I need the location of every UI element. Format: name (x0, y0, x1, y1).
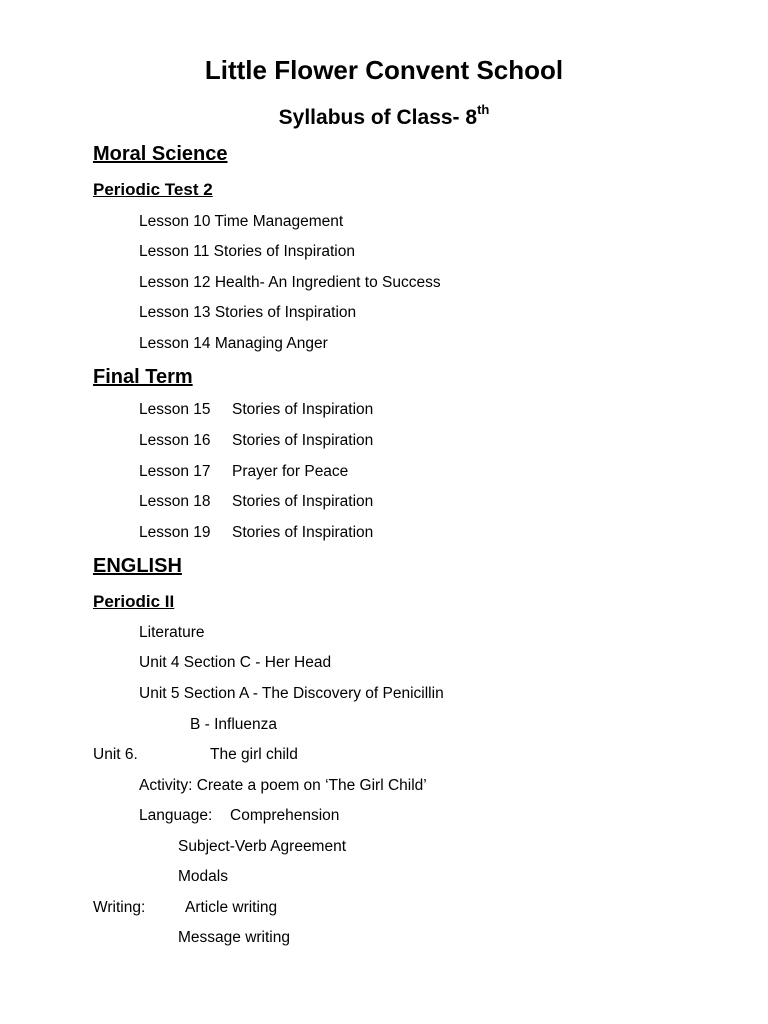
moral-science-heading: Moral Science (93, 143, 228, 165)
language-item: Comprehension (230, 807, 340, 824)
final-lesson-number: Lesson 16 (139, 432, 211, 449)
school-name: Little Flower Convent School (204, 55, 564, 85)
language-label: Language: (139, 807, 213, 824)
periodic-ii-heading: Periodic II (93, 592, 175, 611)
final-lesson-title: Stories of Inspiration (232, 432, 374, 449)
unit-4-line: Unit 4 Section C - Her Head (139, 654, 332, 671)
unit-5-section-b: B - Influenza (190, 716, 278, 733)
unit-6-title: The girl child (210, 746, 298, 763)
final-lesson-number: Lesson 19 (139, 524, 211, 541)
writing-item: Message writing (178, 929, 290, 946)
pt2-lesson: Lesson 10 Time Management (139, 213, 344, 230)
final-lesson-number: Lesson 15 (139, 401, 211, 418)
unit-6-label: Unit 6. (93, 746, 138, 763)
final-term-heading: Final Term (93, 366, 193, 388)
final-lesson-title: Stories of Inspiration (232, 401, 374, 418)
pt2-lesson: Lesson 12 Health- An Ingredient to Success (139, 274, 441, 291)
writing-label: Writing: (93, 899, 146, 916)
final-lesson-number: Lesson 18 (139, 493, 211, 510)
syllabus-title-text: Syllabus of Class- 8 (278, 106, 478, 129)
language-item: Subject-Verb Agreement (178, 838, 347, 855)
final-lesson-title: Stories of Inspiration (232, 524, 374, 541)
periodic-test-2-heading: Periodic Test 2 (93, 180, 213, 199)
writing-item: Article writing (185, 899, 278, 916)
final-lesson-title: Stories of Inspiration (232, 493, 374, 510)
unit-5-line: Unit 5 Section A - The Discovery of Penicillin (139, 685, 444, 702)
pt2-lesson: Lesson 13 Stories of Inspiration (139, 304, 357, 321)
language-item: Modals (178, 868, 228, 885)
english-heading: ENGLISH (93, 555, 182, 577)
literature-label: Literature (139, 624, 205, 641)
pt2-lesson: Lesson 11 Stories of Inspiration (139, 243, 355, 260)
activity-line: Activity: Create a poem on ‘The Girl Child’ (139, 777, 427, 794)
final-lesson-number: Lesson 17 (139, 463, 211, 480)
pt2-lesson: Lesson 14 Managing Anger (139, 335, 328, 352)
syllabus-title-sup: th (477, 102, 490, 117)
syllabus-title (0, 103, 768, 128)
final-lesson-title: Prayer for Peace (232, 463, 349, 480)
